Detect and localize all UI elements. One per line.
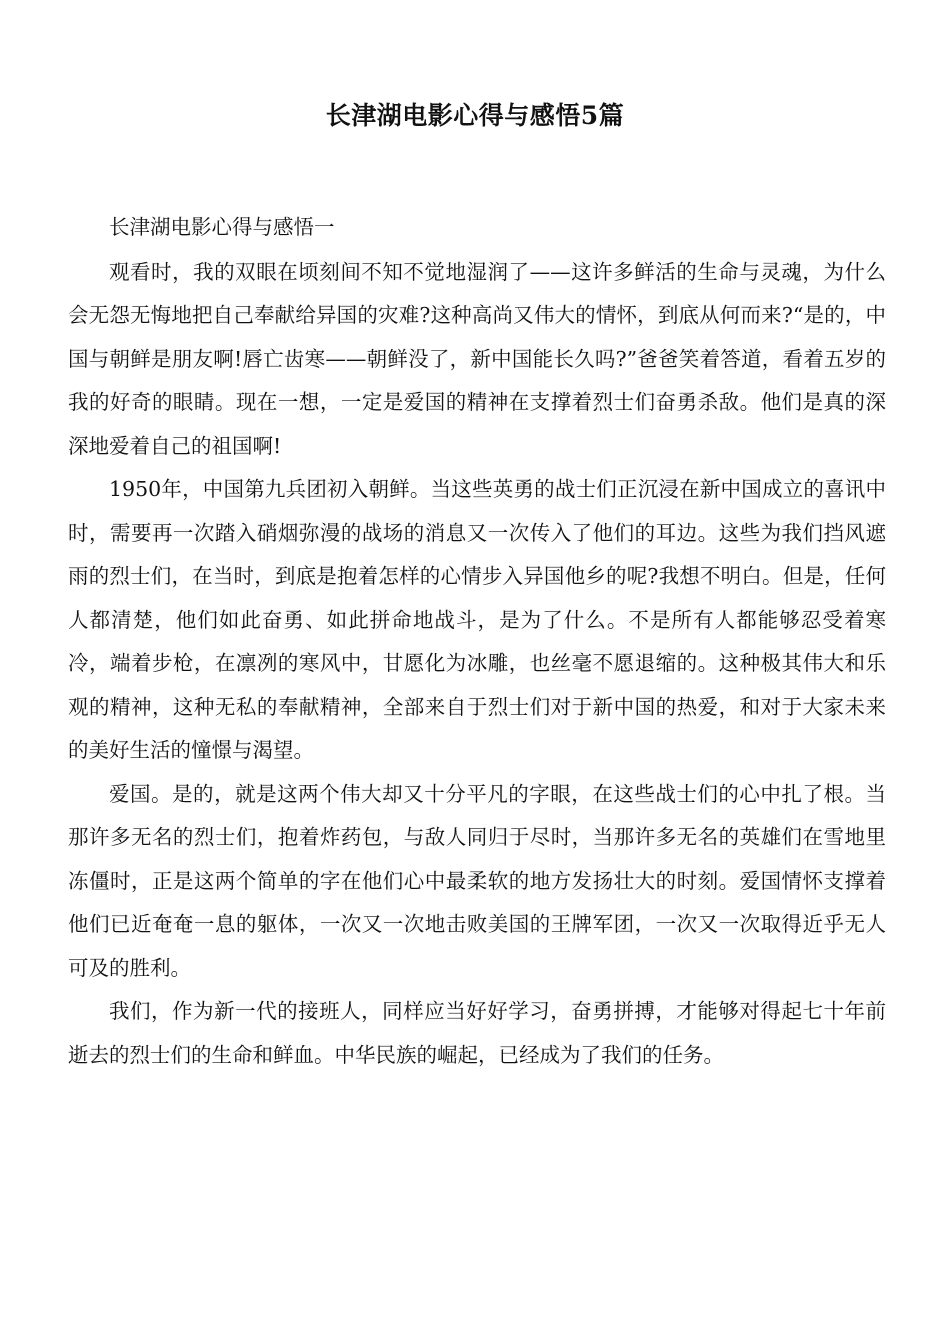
paragraph-4: 我们，作为新一代的接班人，同样应当好好学习，奋勇拼搏，才能够对得起七十年前逝去的烈士们的生命和鲜血。中华民族的崛起，已经成为了我们的任务。 (68, 999, 886, 1067)
paragraph-1: 观看时，我的双眼在顷刻间不知不觉地湿润了——这许多鲜活的生命与灵魂，为什么会无怨无悔地把自己奉献给异国的灾难?这种高尚又伟大的情怀，到底从何而来?“是的，中国与朝鲜是朋友啊!唇亡齿寒——朝鲜没了，新中国能长久吗?”爸爸笑着答道，看着五岁的我的好奇的眼睛。现在一想，一定是爱国的精神在支撑着烈士们奋勇杀敌。他们是真的深深地爱着自己的祖国啊! (68, 259, 886, 458)
section-heading: 长津湖电影心得与感悟一 (109, 215, 335, 239)
document-body (68, 206, 886, 1077)
document-title: 长津湖电影心得与感悟5篇 (325, 101, 625, 130)
paragraph-3: 爱国。是的，就是这两个伟大却又十分平凡的字眼，在这些战士们的心中扎了根。当那许多无名的烈士们，抱着炸药包，与敌人同归于尽时，当那许多无名的英雄们在雪地里冻僵时，正是这两个简单的字在他们心中最柔软的地方发扬壮大的时刻。爱国情怀支撑着他们已近奄奄一息的躯体，一次又一次地击败美国的王牌军团，一次又一次取得近乎无人可及的胜利。 (68, 781, 886, 980)
paragraph-2: 1950年，中国第九兵团初入朝鲜。当这些英勇的战士们正沉浸在新中国成立的喜讯中时，需要再一次踏入硝烟弥漫的战场的消息又一次传入了他们的耳边。这些为我们挡风遮雨的烈士们，在当时，到底是抱着怎样的心情步入异国他乡的呢?我想不明白。但是，任何人都清楚，他们如此奋勇、如此拼命地战斗，是为了什么。不是所有人都能够忍受着寒冷，端着步枪，在凛冽的寒风中，甘愿化为冰雕，也丝毫不愿退缩的。这种极其伟大和乐观的精神，这种无私的奉献精神，全部来自于烈士们对于新中国的热爱，和对于大家未来的美好生活的憧憬与渴望。 (68, 477, 886, 762)
